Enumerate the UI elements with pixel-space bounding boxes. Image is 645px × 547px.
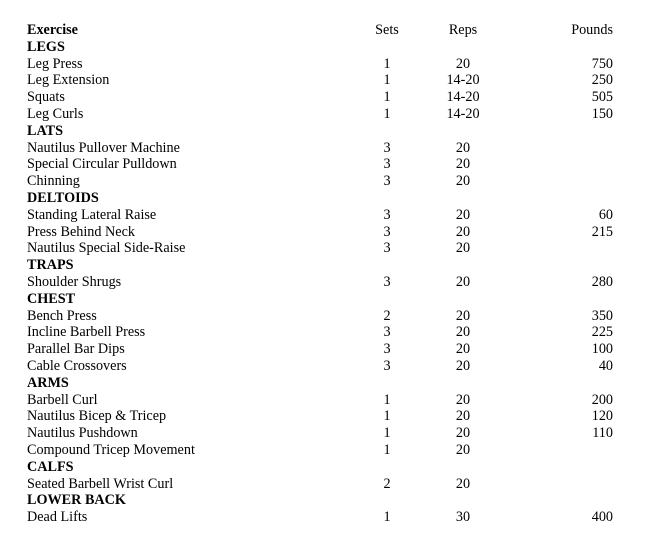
sets-cell: 3 (383, 273, 391, 290)
section-title: LATS (27, 122, 64, 139)
reps-cell: 20 (455, 240, 471, 257)
sets-cell: 2 (383, 307, 391, 324)
reps-cell: 20 (455, 173, 471, 190)
reps-cell: 20 (455, 223, 471, 240)
exercise-cell: Shoulder Shrugs (27, 273, 122, 290)
exercise-cell: Nautilus Bicep & Tricep (27, 408, 167, 425)
reps-cell: 20 (455, 307, 471, 324)
exercise-cell: Special Circular Pulldown (27, 156, 177, 173)
reps-cell: 14-20 (446, 105, 480, 122)
exercise-cell: Squats (27, 89, 65, 106)
pounds-cell: 110 (592, 425, 613, 442)
sets-cell: 1 (383, 408, 391, 425)
exercise-cell: Leg Curls (27, 105, 84, 122)
header-reps: Reps (448, 22, 478, 38)
exercise-cell: Bench Press (27, 307, 97, 324)
pounds-cell: 215 (591, 223, 613, 240)
exercise-cell: Standing Lateral Raise (27, 206, 157, 223)
sets-cell: 1 (383, 72, 391, 89)
sets-cell: 3 (383, 240, 391, 257)
pounds-cell: 505 (591, 89, 613, 106)
reps-cell: 20 (455, 324, 471, 341)
pounds-cell: 200 (591, 391, 613, 408)
exercise-cell: Leg Press (27, 55, 83, 72)
exercise-cell: Compound Tricep Movement (27, 441, 195, 458)
reps-cell: 20 (455, 425, 471, 442)
reps-cell: 20 (455, 273, 471, 290)
section-title: CALFS (27, 458, 74, 475)
section-title: CHEST (27, 290, 76, 307)
reps-cell: 30 (455, 509, 471, 526)
section-title: ARMS (27, 374, 69, 391)
sets-cell: 1 (383, 55, 391, 72)
pounds-cell: 225 (591, 324, 613, 341)
reps-cell: 20 (455, 55, 471, 72)
reps-cell: 20 (455, 139, 471, 156)
pounds-cell: 400 (591, 509, 613, 526)
exercise-cell: Chinning (27, 173, 80, 190)
pounds-cell: 120 (591, 408, 613, 425)
pounds-cell: 150 (591, 105, 613, 122)
reps-cell: 20 (455, 206, 471, 223)
sets-cell: 3 (383, 324, 391, 341)
sets-cell: 1 (383, 509, 391, 526)
sets-cell: 3 (383, 357, 391, 374)
exercise-cell: Barbell Curl (27, 391, 98, 408)
sets-cell: 2 (383, 475, 391, 492)
exercise-cell: Nautilus Pullover Machine (27, 139, 180, 156)
pounds-cell: 60 (598, 206, 613, 223)
exercise-cell: Press Behind Neck (27, 223, 135, 240)
exercise-cell: Cable Crossovers (27, 357, 127, 374)
reps-cell: 20 (455, 391, 471, 408)
sets-cell: 1 (383, 391, 391, 408)
reps-cell: 14-20 (446, 72, 480, 89)
sets-cell: 3 (383, 139, 391, 156)
reps-cell: 20 (455, 475, 471, 492)
sets-cell: 1 (383, 89, 391, 106)
exercise-cell: Dead Lifts (27, 509, 88, 526)
reps-cell: 20 (455, 441, 471, 458)
reps-cell: 20 (455, 156, 471, 173)
reps-cell: 20 (455, 357, 471, 374)
header-exercise: Exercise (27, 22, 78, 38)
sets-cell: 1 (383, 105, 391, 122)
section-title: DELTOIDS (27, 189, 99, 206)
sets-cell: 1 (383, 425, 391, 442)
pounds-cell: 750 (591, 55, 613, 72)
exercise-cell: Incline Barbell Press (27, 324, 146, 341)
section-title: LOWER BACK (27, 492, 126, 509)
exercise-cell: Nautilus Pushdown (27, 425, 138, 442)
pounds-cell: 350 (591, 307, 613, 324)
header-pounds: Pounds (571, 22, 613, 38)
sets-cell: 3 (383, 223, 391, 240)
section-title: TRAPS (27, 257, 74, 274)
sets-cell: 3 (383, 173, 391, 190)
pounds-cell: 40 (598, 357, 613, 374)
pounds-cell: 100 (591, 341, 613, 358)
exercise-cell: Nautilus Special Side-Raise (27, 240, 186, 257)
exercise-cell: Parallel Bar Dips (27, 341, 125, 358)
sets-cell: 1 (383, 441, 391, 458)
exercise-cell: Seated Barbell Wrist Curl (27, 475, 174, 492)
reps-cell: 20 (455, 341, 471, 358)
pounds-cell: 250 (591, 72, 613, 89)
exercise-cell: Leg Extension (27, 72, 110, 89)
header-sets: Sets (375, 22, 399, 38)
pounds-cell: 280 (591, 273, 613, 290)
reps-cell: 14-20 (446, 89, 480, 106)
sets-cell: 3 (383, 156, 391, 173)
sets-cell: 3 (383, 341, 391, 358)
section-title: LEGS (27, 38, 65, 55)
sets-cell: 3 (383, 206, 391, 223)
reps-cell: 20 (455, 408, 471, 425)
